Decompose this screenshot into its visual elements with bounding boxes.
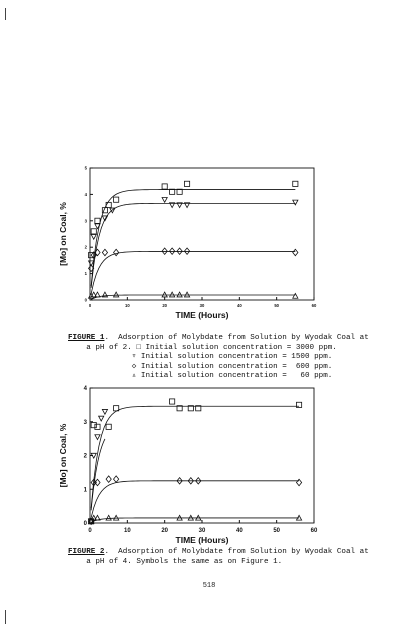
figure-1-y-tick-label: 1 xyxy=(84,271,87,277)
figure-2-x-tick-label: 0 xyxy=(88,528,92,534)
figure-1-data-point xyxy=(170,292,175,297)
figure-2-data-point xyxy=(114,476,119,482)
page-number: 518 xyxy=(202,582,216,590)
figure-2-data-point xyxy=(106,515,111,520)
figure-2-x-tick-label: 40 xyxy=(235,528,243,534)
figure-2-data-point xyxy=(296,479,301,485)
figure-1-data-point xyxy=(114,197,119,202)
figure-1-data-point xyxy=(293,293,298,298)
figure-1-data-point xyxy=(162,197,167,202)
figure-2-x-tick-label: 60 xyxy=(310,528,318,534)
figure-2-data-point xyxy=(99,416,104,421)
figure-1-y-tick-label: 5 xyxy=(84,165,87,171)
figure-1-y-tick-label: 0 xyxy=(84,297,87,303)
figure-1-data-point xyxy=(114,249,119,255)
figure-1-caption xyxy=(68,334,369,382)
figure-1-data-point xyxy=(162,292,167,297)
figure-1-caption-line-1: . Adsorption of Molybdate from Solution by Wyodak Coal at xyxy=(104,334,369,342)
figure-1-x-axis-label: TIME (Hours) xyxy=(175,310,229,321)
figure-2-y-tick-label: 1 xyxy=(83,487,87,494)
figure-2-x-tick-label: 20 xyxy=(161,528,169,534)
figure-2-y-tick-label: 3 xyxy=(83,419,87,426)
figure-2-data-point xyxy=(95,435,100,440)
figure-2-data-point xyxy=(95,479,100,485)
figure-2-x-tick-label: 50 xyxy=(273,528,281,534)
figure-1-caption-line-2: a pH of 2. □ Initial solution concentration = 3000 ppm. xyxy=(68,343,337,352)
figure-1-data-point xyxy=(177,292,182,297)
figure-1-data-point xyxy=(184,181,189,186)
figure-2-caption-line-2: a pH of 4. Symbols the same as on Figure 1. xyxy=(68,557,283,566)
figure-1-y-tick-label: 4 xyxy=(84,191,87,197)
figure-1-caption-line-4: ◇ Initial solution concentration = 600 ppm. xyxy=(68,362,333,371)
figure-1-data-point xyxy=(95,292,100,297)
figure-1-data-point xyxy=(91,229,96,234)
figure-1-data-point xyxy=(293,200,298,205)
figure-1-label: FIGURE 1 xyxy=(68,334,105,342)
figure-1-plot xyxy=(58,165,317,320)
figure-2-fit-curve xyxy=(91,481,299,518)
figure-1-x-tick-label: 30 xyxy=(199,303,205,309)
figure-1-fit-curve xyxy=(91,190,295,286)
figure-1-data-point xyxy=(106,202,111,207)
figure-1-plot-frame xyxy=(90,168,314,300)
figure-2-x-axis-label: TIME (Hours) xyxy=(175,535,229,545)
figure-1-x-tick-label: 0 xyxy=(88,303,92,309)
figure-2-data-point xyxy=(170,399,175,404)
figure-1-fit-curve xyxy=(91,203,295,287)
figure-1-y-axis-label: [Mo] on Coal, % xyxy=(58,202,68,266)
figure-1-fit-curve xyxy=(91,295,295,299)
figure-1-data-point xyxy=(102,216,107,221)
figure-2-data-point xyxy=(95,424,100,429)
figure-1-caption-line-3: ▿ Initial solution concentration = 1500 ppm. xyxy=(68,353,333,362)
figure-1-x-tick-label: 40 xyxy=(236,303,242,309)
figure-1-data-point xyxy=(184,292,189,297)
figure-1-x-tick-label: 10 xyxy=(124,303,130,309)
figure-1-caption-line-5: ▵ Initial solution concentration = 60 ppm. xyxy=(68,372,333,381)
figure-1-fit-curve xyxy=(91,251,295,293)
figure-1-x-tick-label: 20 xyxy=(162,303,168,309)
figure-2-caption-line-1: . Adsorption of Molybdate from Solution by Wyodak Coal at xyxy=(104,548,369,556)
figure-1-x-tick-label: 60 xyxy=(311,303,317,309)
figure-2-x-tick-label: 30 xyxy=(198,528,206,534)
figure-2-data-point xyxy=(102,409,107,414)
figure-2-data-point xyxy=(91,423,96,428)
figure-2-fit-curve xyxy=(91,406,299,508)
figure-2-data-point xyxy=(106,424,111,429)
figure-2-label: FIGURE 2 xyxy=(68,548,105,556)
figure-1-y-tick-label: 3 xyxy=(84,218,87,224)
figure-1-data-point xyxy=(114,292,119,297)
figure-1-data-point xyxy=(162,184,167,189)
figure-1-y-tick-label: 2 xyxy=(84,244,87,250)
figure-2-caption xyxy=(68,548,369,567)
figure-2-data-point xyxy=(296,402,301,407)
figure-2-fit-curve xyxy=(91,518,299,522)
figure-1-data-point xyxy=(91,234,96,239)
figure-1-data-point xyxy=(95,218,100,223)
figure-2-y-axis-label: [Mo] on Coal, % xyxy=(58,423,68,488)
figure-1-data-point xyxy=(102,249,107,255)
figure-2-x-tick-label: 10 xyxy=(123,528,131,534)
figure-2-data-point xyxy=(106,476,111,482)
figure-1-data-point xyxy=(293,249,298,255)
figure-2-plot xyxy=(58,386,318,545)
figure-2-y-tick-label: 0 xyxy=(83,521,87,528)
figure-2-data-point xyxy=(95,515,100,520)
figure-2-y-tick-label: 4 xyxy=(83,386,87,393)
figure-2-y-tick-label: 2 xyxy=(83,453,87,460)
figure-1-data-point xyxy=(293,181,298,186)
figure-1-x-tick-label: 50 xyxy=(274,303,280,309)
